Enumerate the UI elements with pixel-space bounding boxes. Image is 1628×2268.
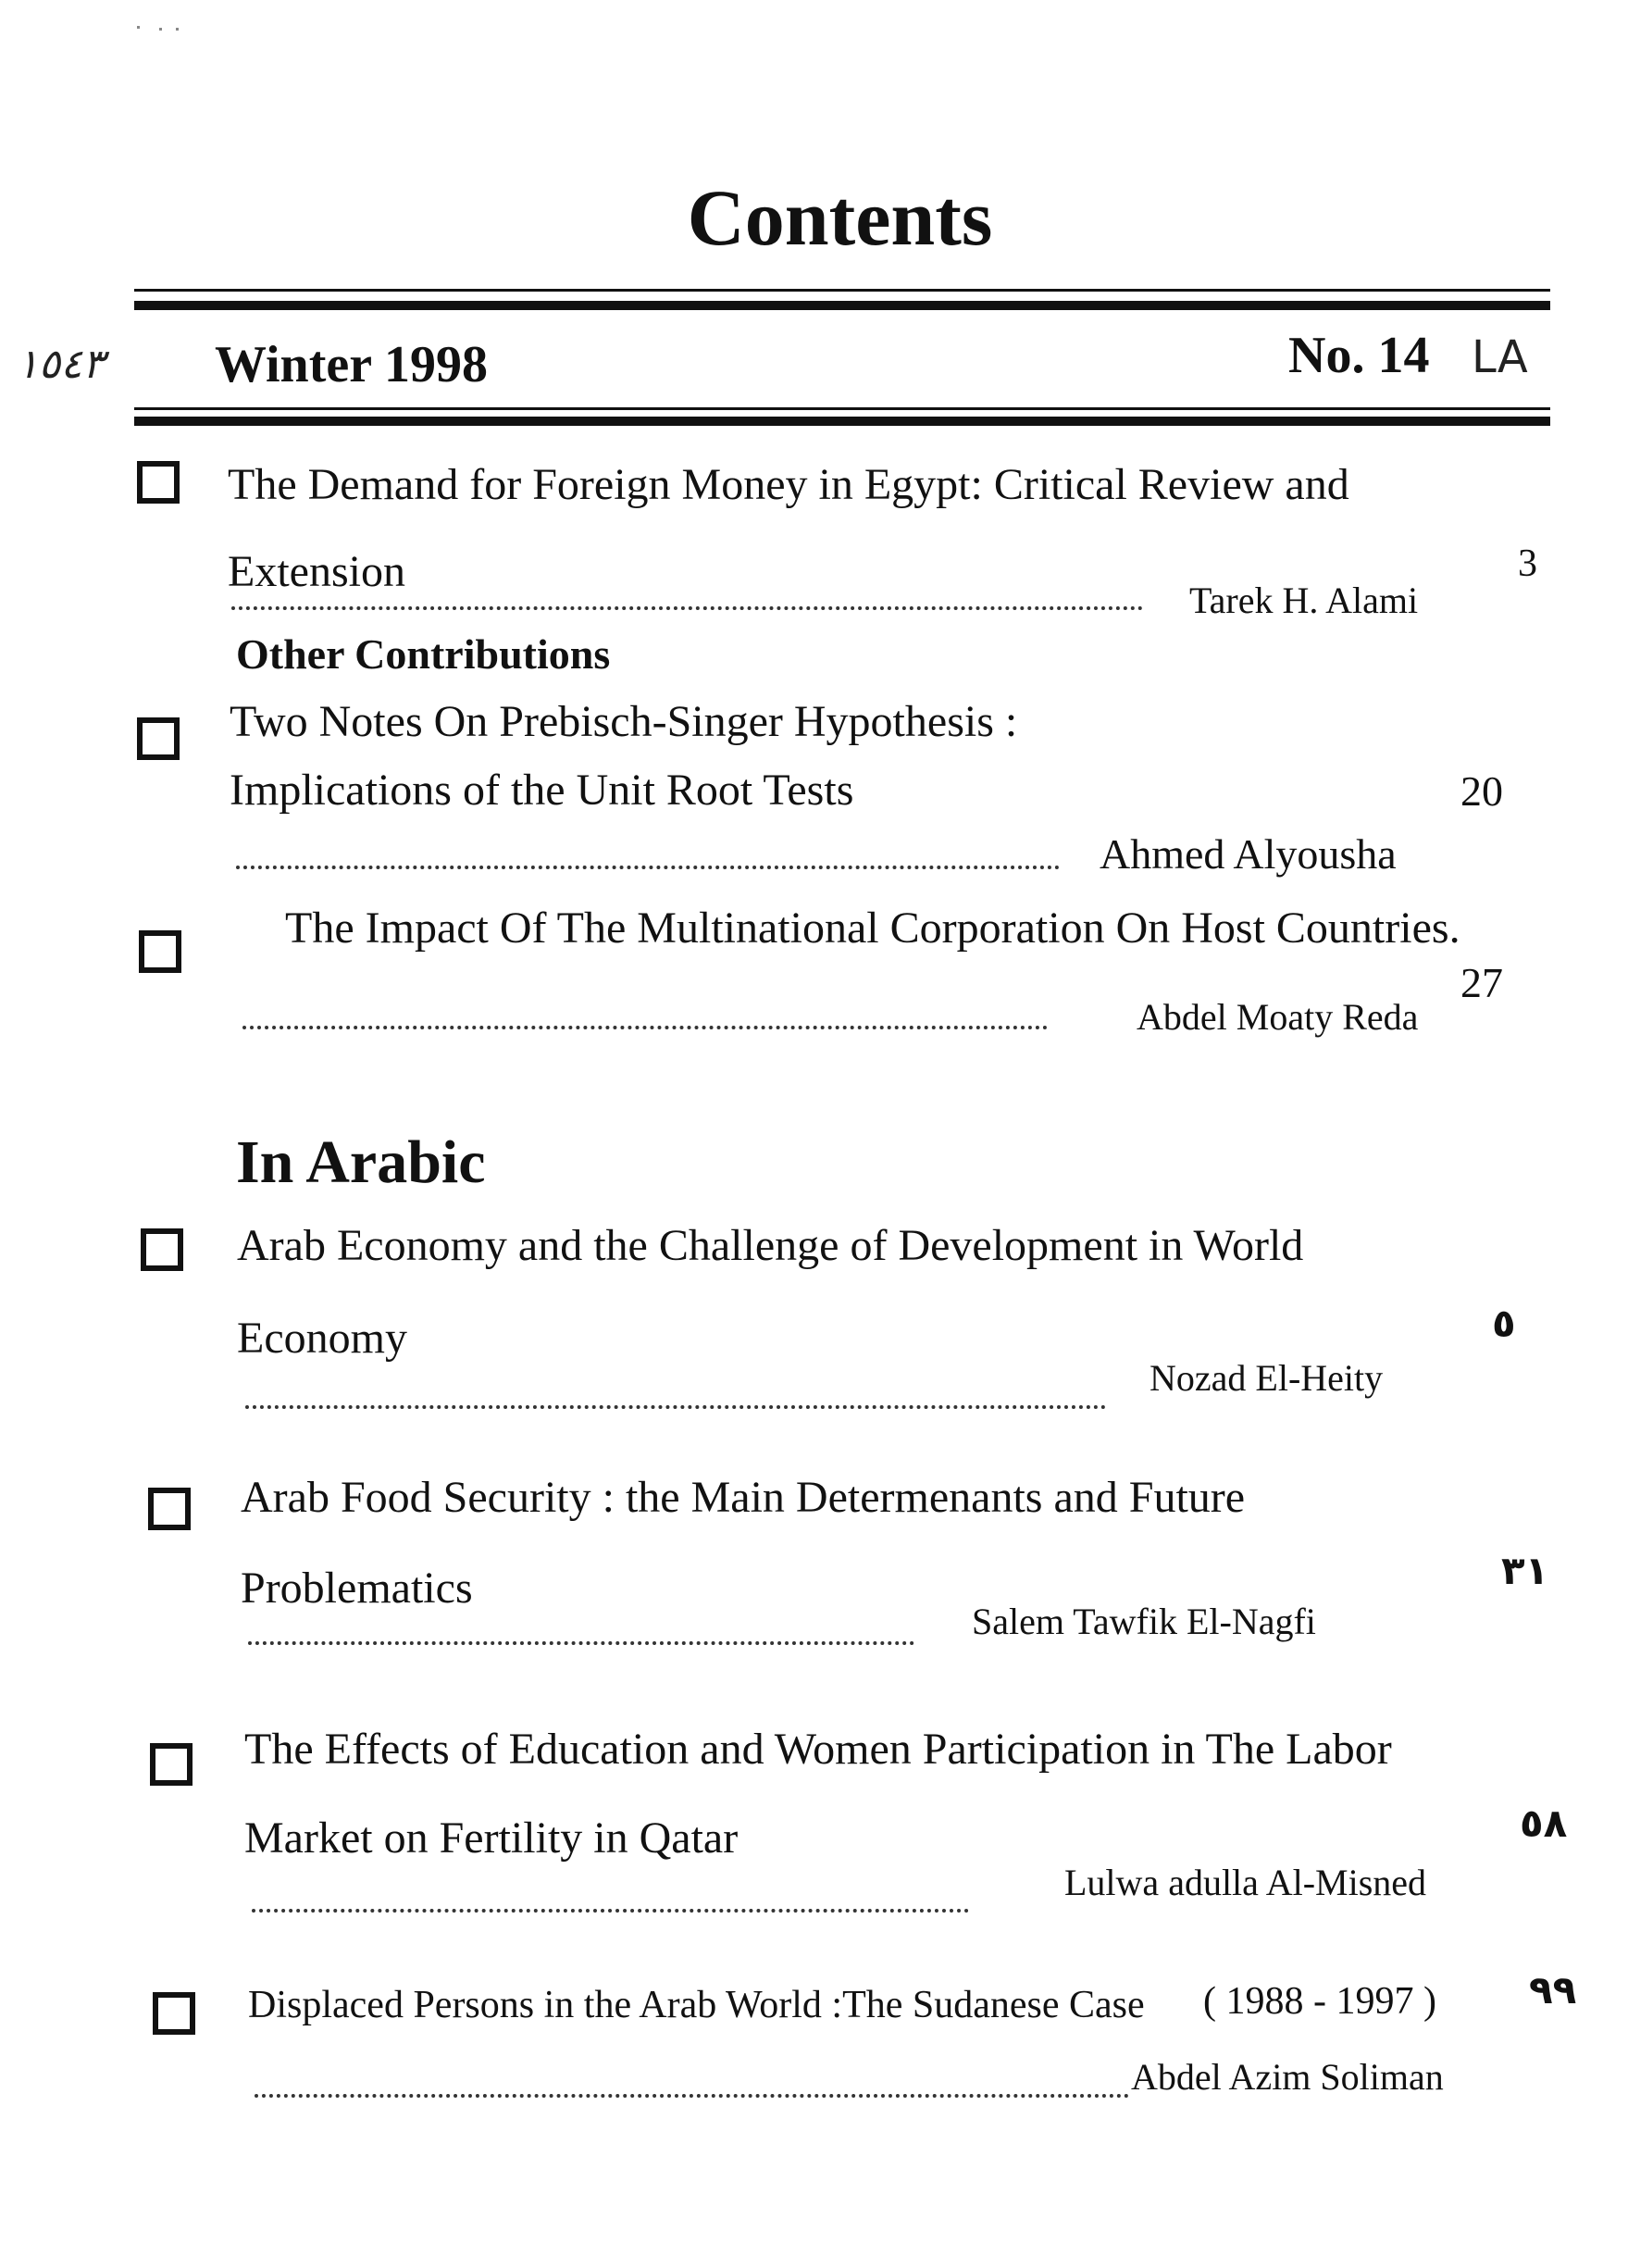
entry-title: Market on Fertility in Qatar [244, 1813, 739, 1863]
entry-author: Tarek H. Alami [1189, 579, 1419, 621]
entry-author: Nozad El-Heity [1150, 1357, 1384, 1399]
entry-title: Extension [228, 547, 405, 596]
entry-author: Ahmed Alyousha [1100, 830, 1397, 878]
scan-speck [159, 28, 162, 31]
entry-title: Arab Economy and the Challenge of Development in World [237, 1221, 1304, 1270]
entry-author: Lulwa adulla Al-Misned [1064, 1862, 1427, 1903]
scan-speck [137, 26, 140, 29]
dot-leader [242, 1026, 1048, 1029]
entry-title: Displaced Persons in the Arab World :The Sudanese Case [248, 1984, 1145, 2026]
entry-title: The Impact Of The Multinational Corporation On Host Countries. [285, 903, 1460, 953]
entry-page: ٥ [1492, 1301, 1516, 1346]
entry-checkbox[interactable] [137, 461, 180, 504]
entry-page: ٩٩ [1529, 1967, 1577, 2013]
header-rule-bottom-thick [134, 417, 1550, 426]
handwritten-number: ١٥٤٣ [17, 341, 105, 388]
header-rule-bottom-thin [134, 407, 1550, 410]
dot-leader [245, 1405, 1106, 1409]
entry-title: Two Notes On Prebisch-Singer Hypothesis : [230, 697, 1018, 746]
entry-title: Economy [237, 1314, 407, 1363]
issue-season: Winter 1998 [215, 336, 489, 393]
scan-speck [176, 28, 179, 31]
dot-leader [255, 2094, 1129, 2098]
header-rule-top-thick [134, 301, 1550, 310]
entry-checkbox[interactable] [153, 1992, 195, 2035]
entry-page: ٣١ [1501, 1548, 1549, 1593]
entry-title: The Demand for Foreign Money in Egypt: Critical Review and [228, 460, 1349, 509]
entry-checkbox[interactable] [141, 1228, 183, 1271]
entry-checkbox[interactable] [148, 1488, 191, 1530]
entry-page: 3 [1518, 542, 1537, 585]
section-heading: In Arabic [236, 1128, 486, 1196]
entry-checkbox[interactable] [150, 1743, 193, 1786]
entry-author: Abdel Azim Soliman [1131, 2056, 1444, 2098]
entry-page: 27 [1460, 959, 1503, 1006]
page-title: Contents [687, 173, 993, 262]
handwritten-mark: LA [1472, 331, 1528, 383]
issue-number: No. 14 [1288, 327, 1430, 384]
entry-title-years: ( 1988 - 1997 ) [1203, 1980, 1436, 2023]
entry-title: The Effects of Education and Women Participation in The Labor [244, 1725, 1392, 1774]
entry-title: Arab Food Security : the Main Determenants and Future [241, 1473, 1246, 1522]
entry-author: Abdel Moaty Reda [1137, 996, 1419, 1038]
entry-checkbox[interactable] [139, 930, 181, 973]
entry-page: ٥٨ [1520, 1801, 1568, 1846]
entry-author: Salem Tawfik El-Nagfi [972, 1601, 1316, 1642]
dot-leader [236, 866, 1060, 869]
dot-leader [252, 1909, 969, 1913]
section-heading: Other Contributions [236, 630, 611, 678]
entry-title: Problematics [241, 1564, 473, 1613]
dot-leader [231, 606, 1143, 610]
entry-checkbox[interactable] [137, 717, 180, 760]
header-rule-top-thin [134, 289, 1550, 292]
entry-page: 20 [1460, 767, 1503, 815]
entry-title: Implications of the Unit Root Tests [230, 766, 854, 815]
dot-leader [248, 1641, 914, 1645]
